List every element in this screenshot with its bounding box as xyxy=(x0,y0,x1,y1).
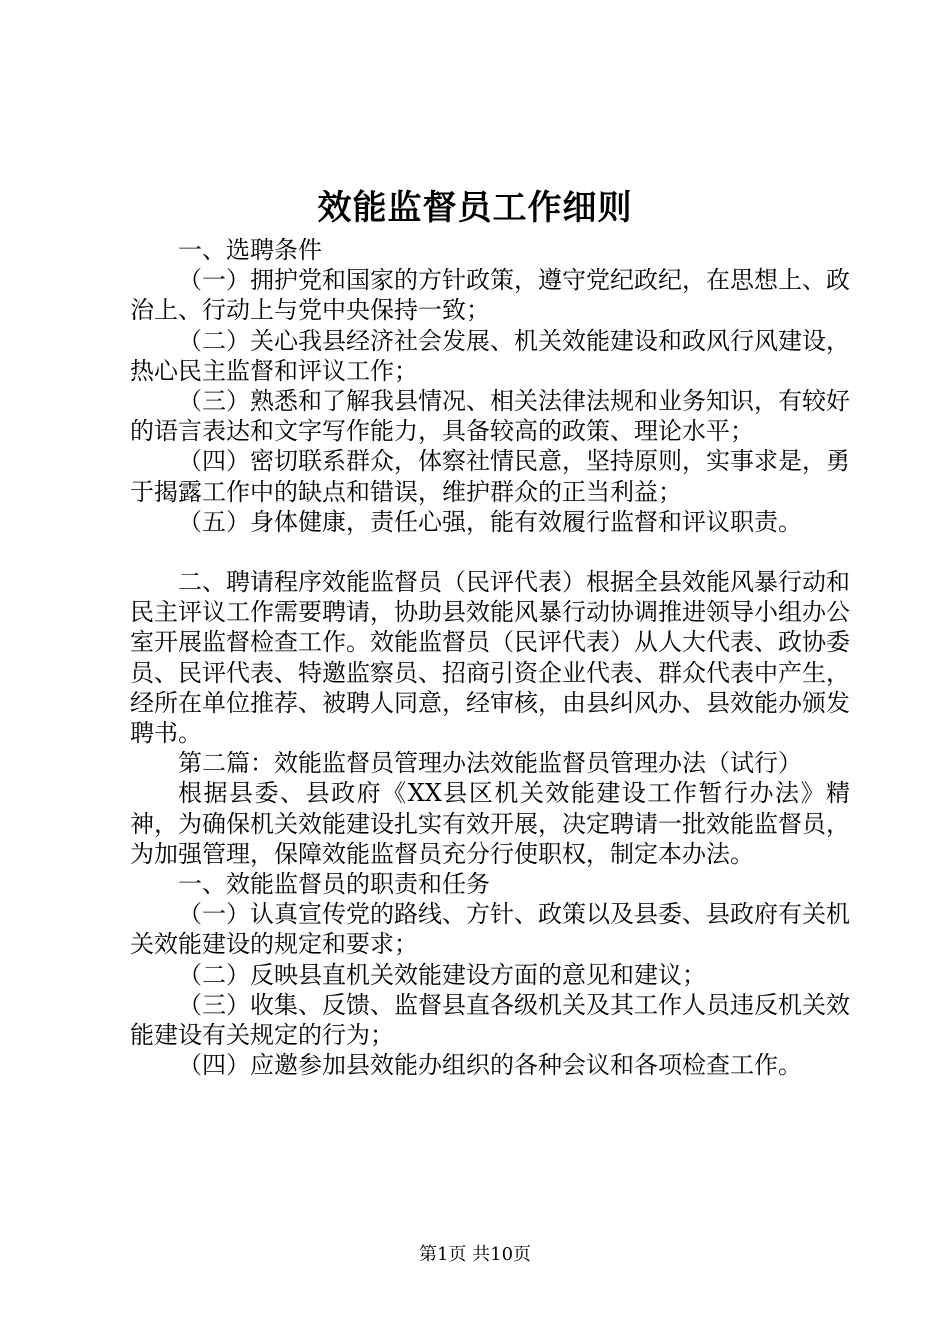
paragraph: 二、聘请程序效能监督员（民评代表）根据全县效能风暴行动和民主评议工作需要聘请，协助县效能风暴行动协调推进领导小组办公室开展监督检查工作。效能监督员（民评代表）从人大代表、政协委员、民评代表、特邀监察员、招商引资企业代表、群众代表中产生，经所在单位推荐、被聘人同意，经审核，由县纠风办、县效能办颁发聘书。 xyxy=(130,568,850,748)
document-body xyxy=(130,235,850,1080)
section-heading: 一、效能监督员的职责和任务 xyxy=(178,870,490,899)
section-heading: 一、选聘条件 xyxy=(178,236,322,264)
paragraph: （三）收集、反馈、监督县直各级机关及其工作人员违反机关效能建设有关规定的行为； xyxy=(130,990,850,1050)
paragraph: （一）拥护党和国家的方针政策，遵守党纪政纪，在思想上、政治上、行动上与党中央保持一致； xyxy=(130,266,850,325)
paragraph: 根据县委、县政府《XX县区机关效能建设工作暂行办法》精神，为确保机关效能建设扎实有效开展，决定聘请一批效能监督员，为加强管理，保障效能监督员充分行使职权，制定本办法。 xyxy=(130,779,850,868)
paragraph: （四）应邀参加县效能办组织的各种会议和各项检查工作。 xyxy=(178,1051,802,1080)
paragraph: （四）密切联系群众，体察社情民意，坚持原则，实事求是，勇于揭露工作中的缺点和错误，维护群众的正当利益； xyxy=(130,447,850,506)
paragraph: （一）认真宣传党的路线、方针、政策以及县委、县政府有关机关效能建设的规定和要求； xyxy=(130,900,850,959)
document-title: 效能监督员工作细则 xyxy=(317,188,633,228)
paragraph: （二）反映县直机关效能建设方面的意见和建议； xyxy=(178,960,706,989)
paragraph: （五）身体健康，责任心强，能有效履行监督和评议职责。 xyxy=(178,507,802,536)
chapter-heading: 第二篇：效能监督员管理办法效能监督员管理办法（试行） xyxy=(178,749,802,778)
paragraph: （三）熟悉和了解我县情况、相关法律法规和业务知识，有较好的语言表达和文字写作能力，具备较高的政策、理论水平； xyxy=(130,387,850,446)
page-footer: 第1页 共10页 xyxy=(418,1244,532,1265)
paragraph: （二）关心我县经济社会发展、机关效能建设和政风行风建设，热心民主监督和评议工作； xyxy=(130,326,850,385)
